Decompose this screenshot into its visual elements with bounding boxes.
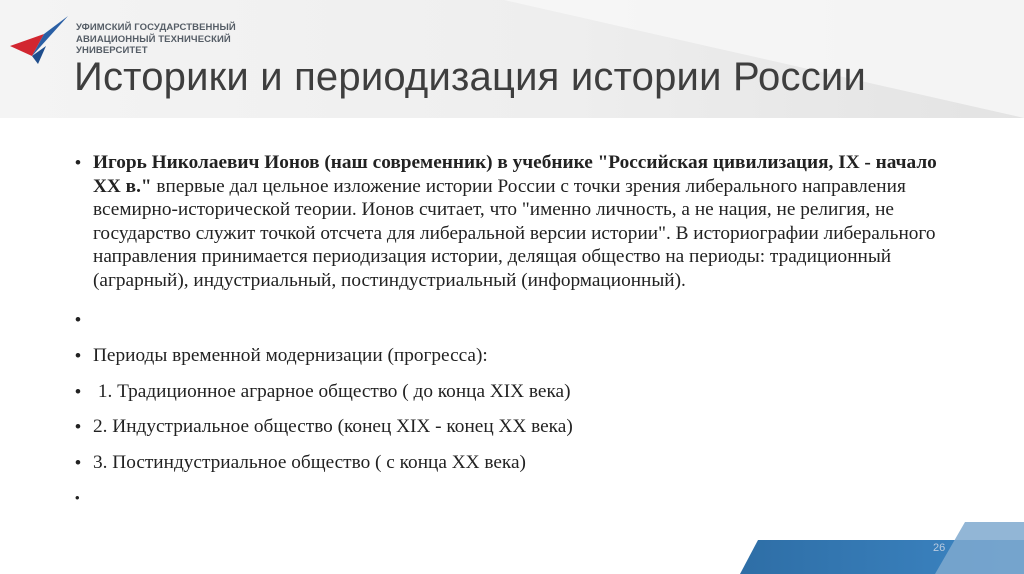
ionov-paragraph-bold: Игорь Николаевич Ионов (наш современник) в учебнике "Российская цивилизация, IX - начало XX в." xyxy=(93,152,937,197)
ionov-paragraph-text: впервые дал цельное изложение истории России с точки зрения либерального направления всемирно-исторической теории. Ионов считает, что "именно личность, а не нация, не религия, не государство служит точкой отсчета для либеральной версии истории". В историографии либерального направления принимается периодизация истории, делящая общество на периоды: традиционный (аграрный), индустриальный, постиндустриальный (информационный). xyxy=(93,175,936,291)
university-name xyxy=(76,22,236,57)
university-logo xyxy=(8,14,72,66)
logo-blue-wing-icon xyxy=(32,16,68,56)
bullet-icon: • xyxy=(75,490,80,505)
university-name-line-2: АВИАЦИОННЫЙ ТЕХНИЧЕСКИЙ xyxy=(76,33,231,45)
university-name-line-1: УФИМСКИЙ ГОСУДАРСТВЕННЫЙ xyxy=(76,22,236,33)
period-item-3: 3. Постиндустриальное общество ( с конца XX века) xyxy=(93,451,526,473)
bullet-icon: • xyxy=(75,381,81,401)
slide-content xyxy=(75,151,955,504)
bullet-icon: • xyxy=(75,417,81,436)
bullet-period-2 xyxy=(75,415,955,439)
bullet-period-3 xyxy=(75,451,955,475)
bullet-icon: • xyxy=(75,452,81,472)
bullet-icon: • xyxy=(75,346,81,365)
bullet-empty xyxy=(75,308,955,331)
bullet-ionov-paragraph xyxy=(75,151,955,292)
period-item-1: 1. Традиционное аграрное общество ( до конца XIX века) xyxy=(93,380,571,402)
slide-title: Историки и периодизация истории России xyxy=(74,55,866,99)
bullet-period-1 xyxy=(75,380,955,404)
university-name-line-3: УНИВЕРСИТЕТ xyxy=(76,45,148,56)
bullet-empty-last xyxy=(75,486,955,504)
periods-heading: Периоды временной модернизации (прогресса): xyxy=(93,345,488,366)
period-item-2: 2. Индустриальное общество (конец XIX - конец XX века) xyxy=(93,416,573,437)
bullet-periods-heading xyxy=(75,344,955,368)
page-number: 26 xyxy=(933,542,946,554)
bullet-icon: • xyxy=(75,153,81,172)
bullet-icon: • xyxy=(75,310,81,329)
